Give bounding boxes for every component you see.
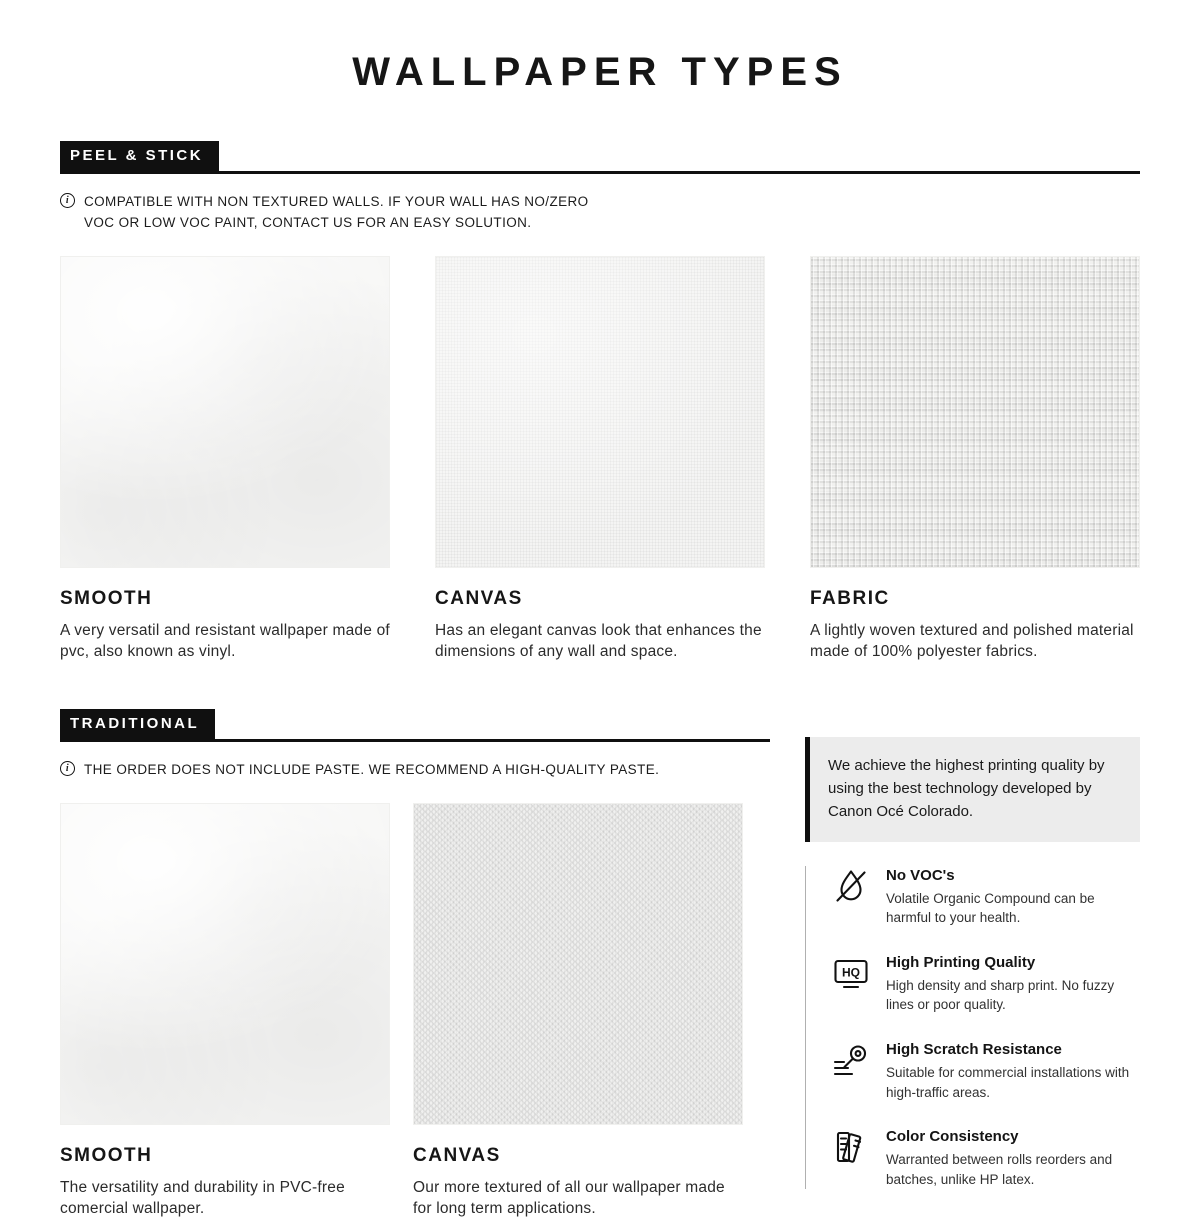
swatch-title: CANVAS (435, 587, 523, 609)
feature-description: Warranted between rolls reorders and batches, unlike HP latex. (886, 1152, 1113, 1187)
feature-title: High Printing Quality (886, 953, 1036, 971)
page-title: WALLPAPER TYPES (352, 50, 848, 94)
feature-color-consistency (831, 1127, 1140, 1189)
swatch-title: CANVAS (413, 1144, 501, 1166)
feature-no-voc (831, 866, 1140, 928)
section-traditional (60, 709, 770, 1220)
feature-printing-quality (831, 953, 1140, 1015)
info-icon: i (60, 761, 75, 776)
feature-description: High density and sharp print. No fuzzy lines or poor quality. (886, 977, 1115, 1013)
section-rule (60, 141, 1140, 174)
swatch-block-canvas-traditional (413, 803, 743, 1220)
swatch-description: A lightly woven textured and polished material made of 100% polyester fabrics. (810, 621, 1134, 661)
swatch-title: FABRIC (810, 587, 890, 609)
swatch-description: Our more textured of all our wallpaper made for long term applications. (413, 1178, 725, 1218)
swatch-title: SMOOTH (60, 1144, 153, 1166)
color-swatchbook-icon (831, 1127, 871, 1167)
traditional-swatch-row (60, 803, 770, 1220)
swatch-block-fabric (810, 256, 1140, 663)
note-text (84, 192, 589, 234)
section-label-peel-stick: PEEL & STICK (60, 141, 219, 171)
swatch-description: A very versatil and resistant wallpaper made of pvc, also known as vinyl. (60, 621, 390, 661)
feature-title: High Scratch Resistance (886, 1040, 1062, 1058)
feature-title: Color Consistency (886, 1128, 1019, 1146)
note-traditional (60, 760, 770, 781)
no-voc-icon (831, 866, 871, 906)
hq-badge-icon (831, 953, 871, 993)
smooth-texture-swatch (60, 256, 390, 568)
scratch-resistance-icon (831, 1040, 871, 1080)
note-text (84, 760, 659, 781)
swatch-title: SMOOTH (60, 587, 153, 609)
feature-list (805, 866, 1140, 1190)
swatch-description: Has an elegant canvas look that enhances the dimensions of any wall and space. (435, 621, 762, 661)
section-rule (60, 709, 770, 742)
section-peel-stick (60, 141, 1140, 663)
smooth-texture-swatch (60, 803, 390, 1125)
fabric-texture-swatch (810, 256, 1140, 568)
note-line: COMPATIBLE WITH NON TEXTURED WALLS. IF YOUR WALL HAS NO/ZERO (84, 193, 589, 209)
info-icon: i (60, 193, 75, 208)
quality-panel (805, 709, 1140, 1220)
note-peel-stick (60, 192, 1140, 234)
canvas-texture-swatch (435, 256, 765, 568)
swatch-description: The versatility and durability in PVC-free comercial wallpaper. (60, 1178, 345, 1218)
peel-stick-swatch-row (60, 256, 1140, 663)
feature-description: Volatile Organic Compound can be harmful to your health. (886, 890, 1095, 926)
section-label-traditional: TRADITIONAL (60, 709, 215, 739)
canvas-texture-swatch (413, 803, 743, 1125)
feature-scratch-resistance (831, 1040, 1140, 1102)
svg-text:HQ: HQ (842, 965, 860, 980)
swatch-block-canvas (435, 256, 765, 663)
lower-area (60, 709, 1140, 1220)
feature-description: Suitable for commercial installations with high-traffic areas. (886, 1064, 1130, 1100)
quality-statement: We achieve the highest printing quality by using the best technology developed by Canon Océ Colorado. (805, 737, 1140, 842)
note-line: THE ORDER DOES NOT INCLUDE PASTE. WE RECOMMEND A HIGH-QUALITY PASTE. (84, 761, 660, 777)
feature-title: No VOC's (886, 866, 955, 884)
swatch-block-smooth-traditional (60, 803, 390, 1220)
note-line: VOC OR LOW VOC PAINT, CONTACT US FOR AN EASY SOLUTION. (84, 214, 532, 230)
swatch-block-smooth (60, 256, 390, 663)
